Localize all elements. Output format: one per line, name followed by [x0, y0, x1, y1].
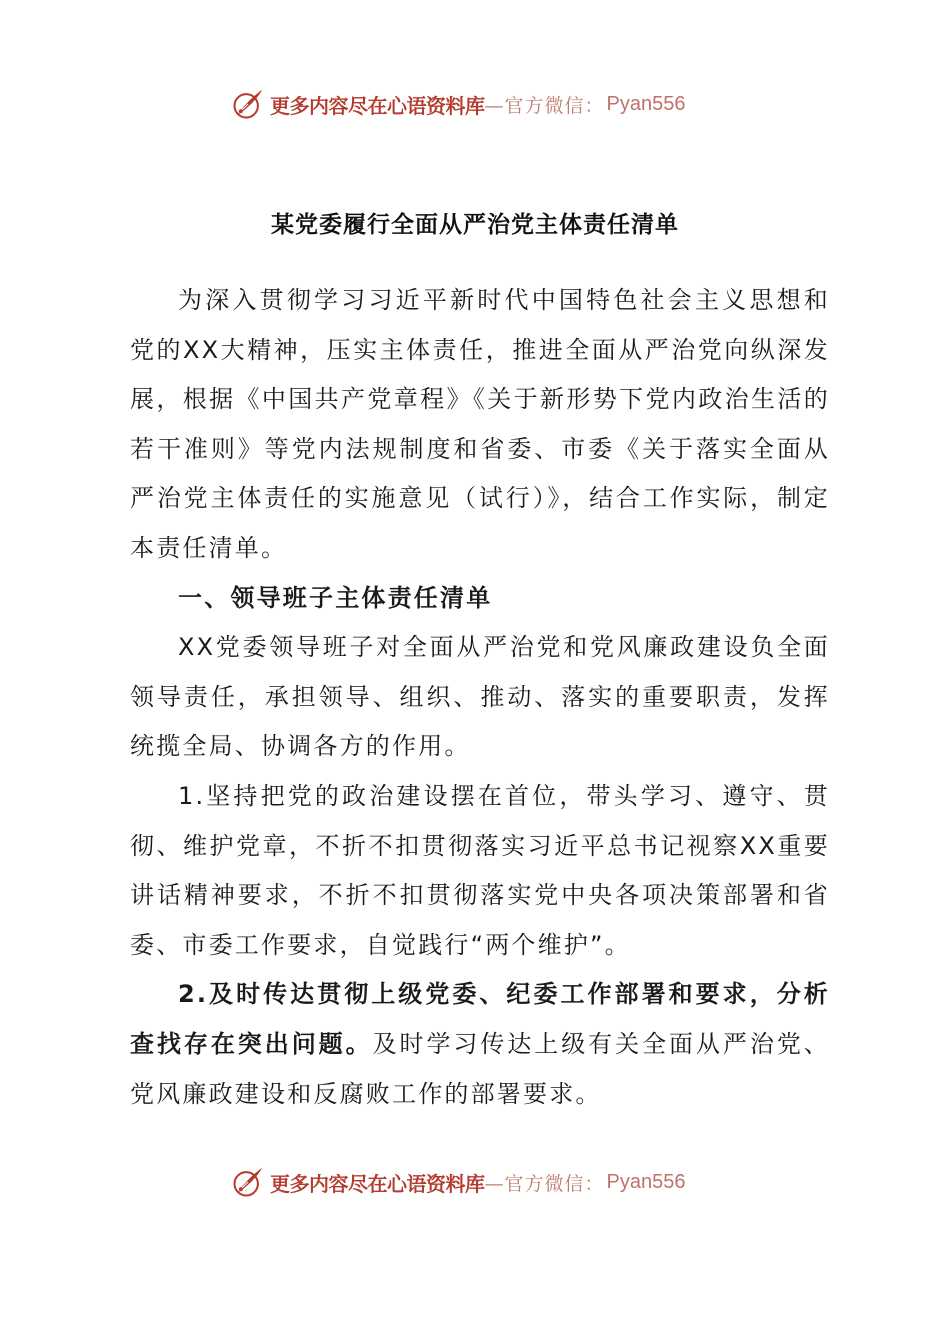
quill-pen-logo-icon — [230, 1164, 266, 1200]
banner-wechat-id: Pyan556 — [606, 92, 686, 115]
banner-wechat-label: —官方微信： — [484, 1172, 605, 1195]
section-1-heading: 一、领导班子主体责任清单 — [178, 583, 493, 612]
document-body — [130, 276, 830, 1119]
item-2-paragraph — [130, 970, 830, 1119]
footer-banner — [230, 1162, 685, 1202]
item-2-text: 及时学习传达上级有关全面从严治党、党风廉政建设和反腐败工作的部署要求。 — [130, 1029, 830, 1108]
banner-main-text: 更多内容尽在心语资料库 — [270, 1171, 485, 1196]
document-title: 某党委履行全面从严治党主体责任清单 — [271, 212, 679, 238]
item-2-bold-lead: 2.及时传达贯彻上级党委、纪委工作部署和要求，分析查找存在突出问题。 — [130, 980, 830, 1058]
banner-wechat-id: Pyan556 — [606, 1170, 686, 1193]
banner-main-text: 更多内容尽在心语资料库 — [270, 93, 485, 118]
header-banner — [230, 84, 685, 124]
intro-paragraph: 为深入贯彻学习习近平新时代中国特色社会主义思想和党的XX大精神，压实主体责任，推进全面从严治党向纵深发展，根据《中国共产党章程》《关于新形势下党内政治生活的若干准则》等党内法规制度和省委、市委《关于落实全面从严治党主体责任的实施意见（试行）》，结合工作实际，制定本责任清单。 — [130, 286, 830, 562]
banner-wechat-label: —官方微信： — [484, 94, 605, 117]
section-1-intro-paragraph: XX党委领导班子对全面从严治党和党风廉政建设负全面领导责任，承担领导、组织、推动、落实的重要职责，发挥统揽全局、协调各方的作用。 — [130, 633, 830, 761]
item-1-paragraph: 1.坚持把党的政治建设摆在首位，带头学习、遵守、贯彻、维护党章，不折不扣贯彻落实习近平总书记视察XX重要讲话精神要求，不折不扣贯彻落实党中央各项决策部署和省委、市委工作要求，自觉践行“两个维护”。 — [130, 781, 830, 959]
quill-pen-logo-icon — [230, 86, 266, 122]
